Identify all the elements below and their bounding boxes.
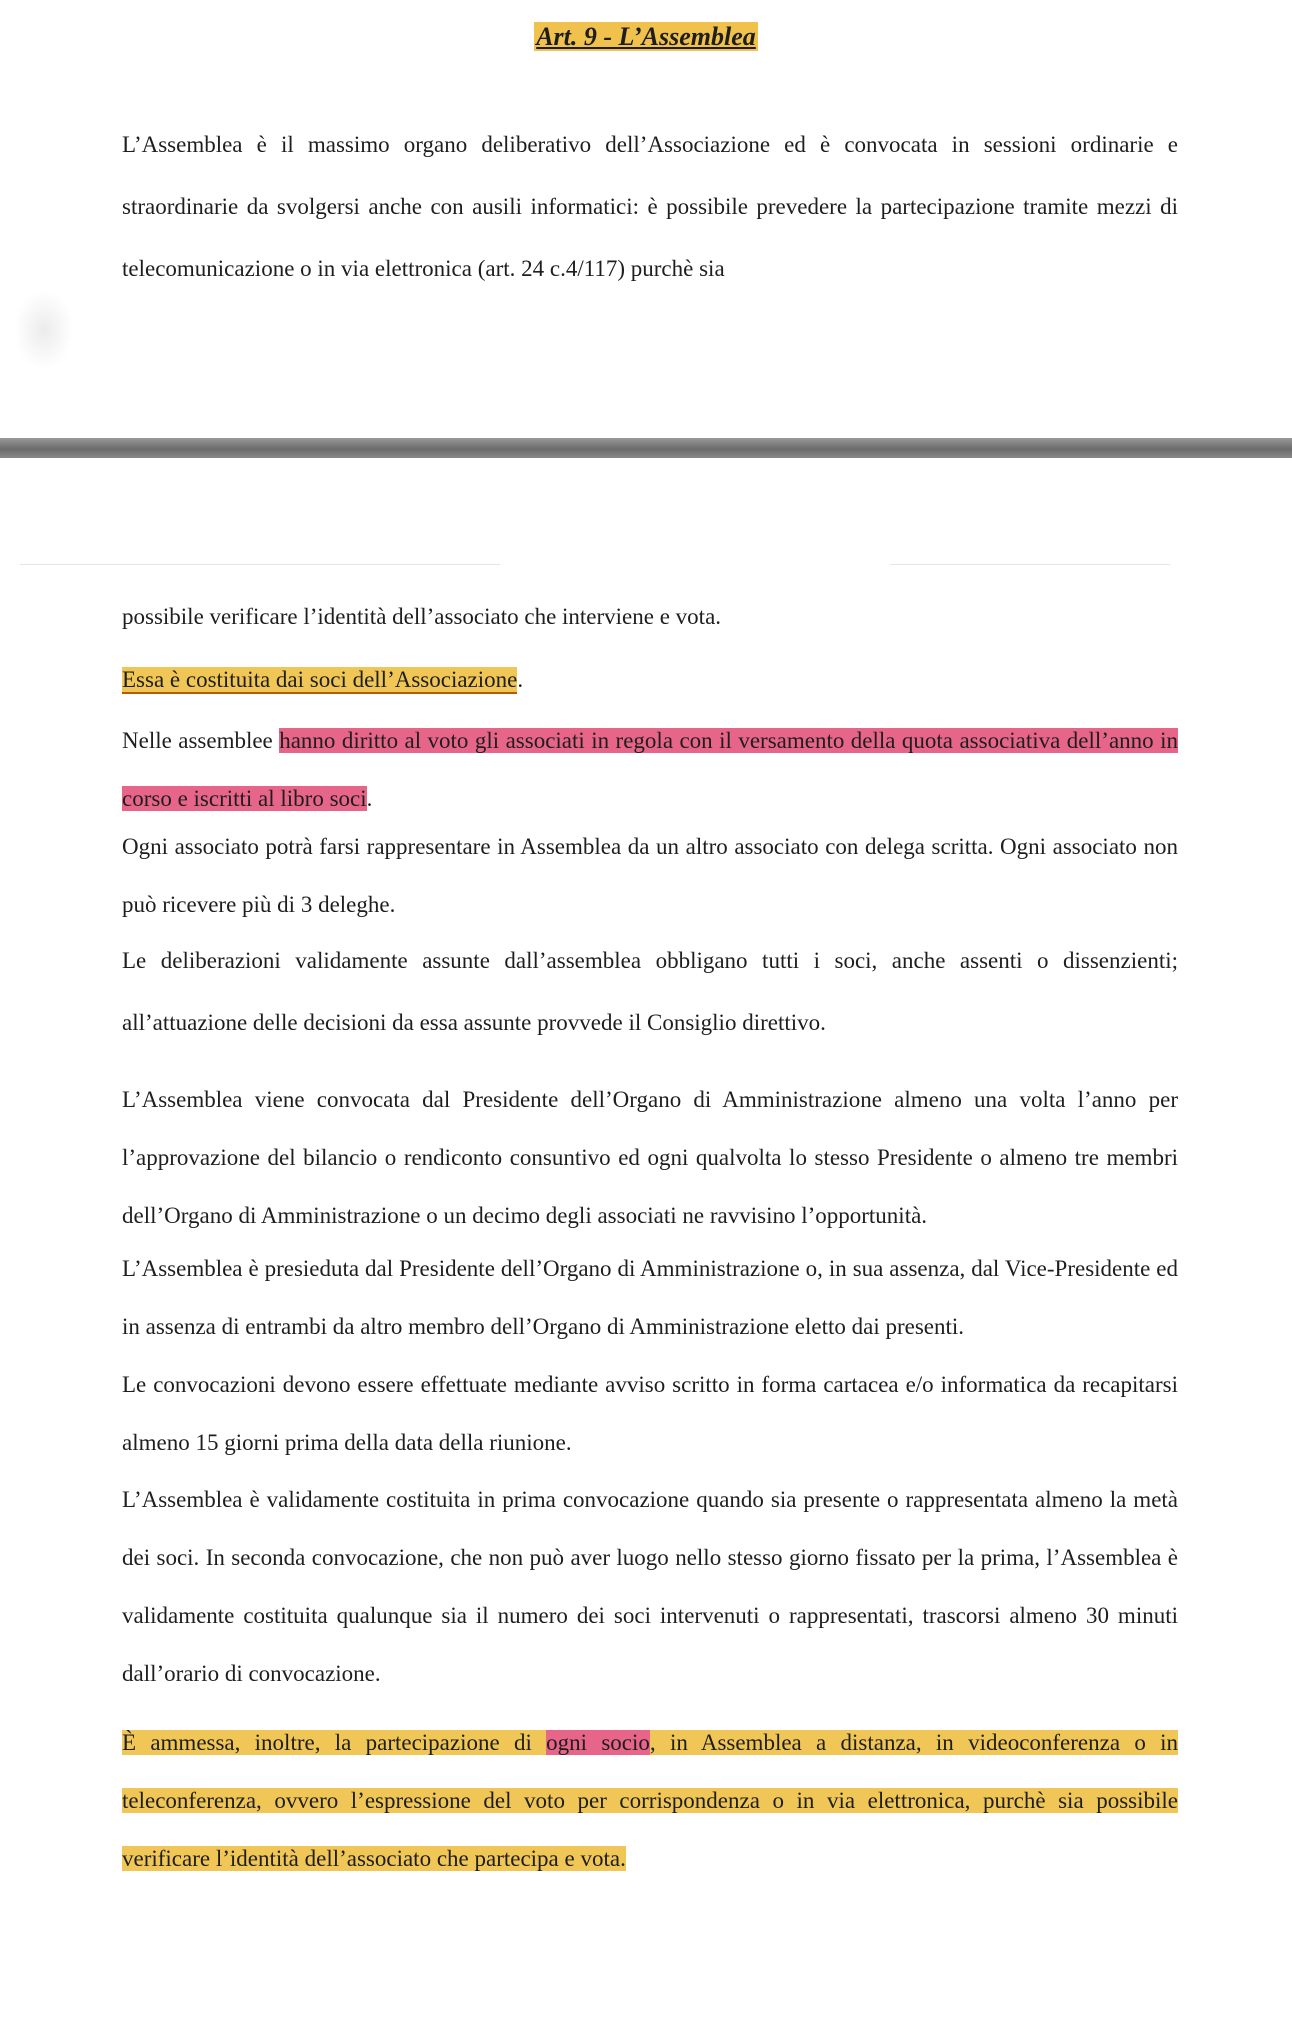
voto-pre: Nelle assemblee bbox=[122, 728, 280, 753]
deleghe-paragraph: Ogni associato potrà farsi rappresentare in Assemblea da un altro associato con delega scritta. Ogni associato non può ricevere più di 3 deleghe. bbox=[122, 834, 1178, 917]
presidenza-paragraph: L’Assemblea è presieduta dal Presidente dell’Organo di Amministrazione o, in sua assenza, dal Vice-Presidente ed in assenza di entrambi da altro membro dell’Organo di Amministrazione eletto dai presenti. bbox=[122, 1256, 1178, 1339]
costituita-paragraph bbox=[122, 651, 1178, 709]
article-title bbox=[0, 22, 1292, 52]
intro-paragraph: L’Assemblea è il massimo organo deliberativo dell’Associazione ed è convocata in sessioni ordinarie e straordinarie da svolgersi anche con ausili informatici: è possibile prevedere la partecipazione tramite mezzi di telecomunicazione o in via elettronica (art. 24 c.4/117) purchè sia bbox=[122, 132, 1178, 281]
scan-smudge bbox=[14, 290, 74, 370]
document-page-2 bbox=[0, 458, 1292, 2020]
voto-highlight: hanno diritto al voto gli associati in regola con il versamento della quota associativa dell’anno in corso e iscritti al libro soci bbox=[122, 728, 1178, 811]
deliberazioni-paragraph: Le deliberazioni validamente assunte dall’assemblea obbligano tutti i soci, anche assenti o dissenzienti; all’attuazione delle decisioni da essa assunte provvede il Consiglio direttivo. bbox=[122, 948, 1178, 1035]
costituita-end: . bbox=[517, 667, 524, 692]
convocazione-paragraph: L’Assemblea viene convocata dal Presidente dell’Organo di Amministrazione almeno una volta l’anno per l’approvazione del bilancio o rendiconto consuntivo ed ogni qualvolta lo stesso Presidente o almeno tre membri dell’Organo di Amministrazione o un decimo degli associati ne ravvisino l’opportunità. bbox=[122, 1087, 1178, 1228]
distanza-highlight-a: È ammessa, inoltre, la partecipazione di bbox=[122, 1730, 547, 1755]
validita-paragraph: L’Assemblea è validamente costituita in prima convocazione quando sia presente o rappresentata almeno la metà dei soci. In seconda convocazione, che non può aver luogo nello stesso giorno fissato per la prima, l’Assemblea è validamente costituita qualunque sia il numero dei soci intervenuti o rappresentati, trascorsi almeno 30 minuti dall’orario di convocazione. bbox=[122, 1487, 1178, 1686]
faint-rule-left bbox=[20, 564, 500, 565]
article-title-text: Art. 9 - L’Assemblea bbox=[536, 22, 756, 51]
continuation-paragraph: possibile verificare l’identità dell’associato che interviene e vota. bbox=[122, 604, 722, 629]
voto-end: . bbox=[366, 786, 373, 811]
distanza-highlight-b: ogni socio bbox=[546, 1730, 650, 1755]
costituita-highlight: Essa è costituita dai soci dell’Associazione bbox=[122, 667, 518, 692]
faint-rule-right bbox=[890, 564, 1170, 565]
document-page-1 bbox=[0, 0, 1292, 438]
distanza-highlight-c: , in Assemblea a distanza, in videoconferenza o in teleconferenza, ovvero l’espressione del voto per corrispondenza o in via elettronica, purchè sia possibile verificare l’identità dell’associato che partecipa e vota. bbox=[122, 1730, 1179, 1871]
distanza-paragraph bbox=[122, 1714, 1178, 1888]
voto-paragraph bbox=[122, 712, 1178, 828]
avviso-paragraph: Le convocazioni devono essere effettuate mediante avviso scritto in forma cartacea e/o informatica da recapitarsi almeno 15 giorni prima della data della riunione. bbox=[122, 1372, 1178, 1455]
page-divider bbox=[0, 438, 1292, 458]
